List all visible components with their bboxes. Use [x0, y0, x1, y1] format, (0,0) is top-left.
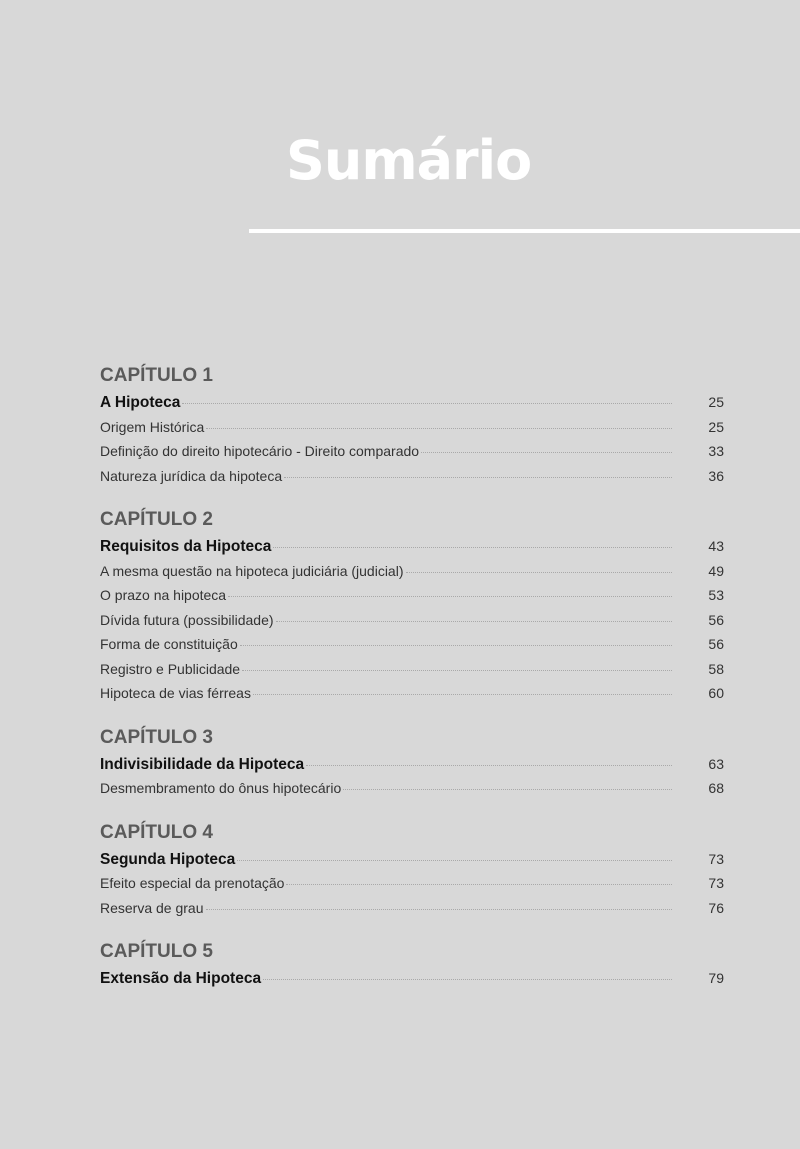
dot-leader	[343, 789, 672, 790]
toc-entry[interactable]	[100, 657, 724, 682]
toc-chapter-title[interactable]	[100, 752, 724, 777]
chapter-label: CAPÍTULO 5	[100, 941, 213, 962]
toc-entry-title: Natureza jurídica da hipoteca	[100, 467, 283, 484]
toc-chapter-title[interactable]	[100, 534, 724, 559]
toc-entry[interactable]	[100, 632, 724, 657]
toc-entry-title: A mesma questão na hipoteca judiciária (judicial)	[100, 562, 404, 579]
toc-page-number: 73	[708, 850, 724, 867]
toc-entry[interactable]	[100, 776, 724, 801]
chapter-section	[100, 508, 724, 706]
toc-page-number: 49	[708, 562, 724, 579]
toc-entry[interactable]	[100, 681, 724, 706]
toc-page-number: 68	[708, 780, 724, 796]
toc-entry-title: Hipoteca de vias férreas	[100, 685, 251, 701]
toc-entry-title: Extensão da Hipoteca	[100, 970, 262, 987]
toc-page-number: 33	[708, 443, 724, 459]
dot-leader	[237, 860, 672, 861]
toc-entry-title: Requisitos da Hipoteca	[100, 538, 272, 555]
title-divider	[249, 229, 800, 233]
dot-leader	[406, 572, 673, 573]
page-title: Sumário	[286, 129, 532, 192]
toc-entry-title: Desmembramento do ônus hipotecário	[100, 780, 342, 796]
chapter-section	[100, 726, 724, 801]
toc-entry[interactable]	[100, 464, 724, 489]
dot-leader	[228, 596, 672, 597]
toc-entry[interactable]	[100, 415, 724, 440]
toc-page-number: 56	[708, 636, 724, 652]
toc-entry-title: Origem Histórica	[100, 418, 205, 435]
dot-leader	[242, 670, 672, 671]
toc-entry[interactable]	[100, 559, 724, 584]
toc-chapter-title[interactable]	[100, 390, 724, 415]
chapter-label: CAPÍTULO 3	[100, 726, 213, 748]
toc-entry-title: Dívida futura (possibilidade)	[100, 611, 274, 628]
toc-entry[interactable]	[100, 896, 724, 921]
chapter-label: CAPÍTULO 4	[100, 821, 213, 843]
dot-leader	[273, 547, 672, 548]
dot-leader	[240, 645, 672, 646]
toc-entry[interactable]	[100, 608, 724, 633]
toc-entry[interactable]	[100, 871, 724, 896]
chapter-section	[100, 821, 724, 921]
toc-page-number: 36	[708, 467, 724, 484]
dot-leader	[206, 909, 672, 910]
toc-page-number: 56	[708, 611, 724, 628]
chapter-label: CAPÍTULO 1	[100, 365, 213, 386]
table-of-contents	[100, 364, 724, 1011]
toc-entry[interactable]	[100, 439, 724, 464]
toc-entry-title: Reserva de grau	[100, 899, 204, 916]
toc-page-number: 53	[708, 587, 724, 603]
toc-entry-title: Indivisibilidade da Hipoteca	[100, 755, 305, 773]
dot-leader	[421, 452, 672, 453]
dot-leader	[276, 621, 672, 622]
toc-page-number: 43	[708, 538, 724, 554]
toc-page-number: 25	[708, 394, 724, 410]
chapter-label: CAPÍTULO 2	[100, 509, 213, 530]
chapter-section	[100, 940, 724, 991]
toc-entry-title: O prazo na hipoteca	[100, 587, 227, 603]
dot-leader	[306, 765, 672, 766]
toc-page-number: 63	[708, 755, 724, 772]
toc-page-number: 58	[708, 660, 724, 677]
toc-entry-title: Segunda Hipoteca	[100, 850, 236, 868]
toc-entry-title: Efeito especial da prenotação	[100, 875, 285, 891]
chapter-section	[100, 364, 724, 488]
toc-entry-title: A Hipoteca	[100, 394, 181, 411]
dot-leader	[253, 694, 672, 695]
toc-entry-title: Forma de constituição	[100, 636, 238, 652]
toc-page-number: 60	[708, 685, 724, 701]
dot-leader	[263, 979, 672, 980]
toc-entry[interactable]	[100, 583, 724, 608]
toc-entry-title: Definição do direito hipotecário - Direito comparado	[100, 443, 420, 459]
toc-page-number: 25	[708, 418, 724, 435]
toc-page-number: 79	[708, 970, 724, 986]
toc-page-number: 73	[708, 875, 724, 891]
dot-leader	[206, 428, 672, 429]
dot-leader	[182, 403, 672, 404]
dot-leader	[286, 884, 672, 885]
toc-entry-title: Registro e Publicidade	[100, 660, 241, 677]
toc-chapter-title[interactable]	[100, 847, 724, 872]
dot-leader	[284, 477, 672, 478]
toc-chapter-title[interactable]	[100, 966, 724, 991]
toc-page-number: 76	[708, 899, 724, 916]
